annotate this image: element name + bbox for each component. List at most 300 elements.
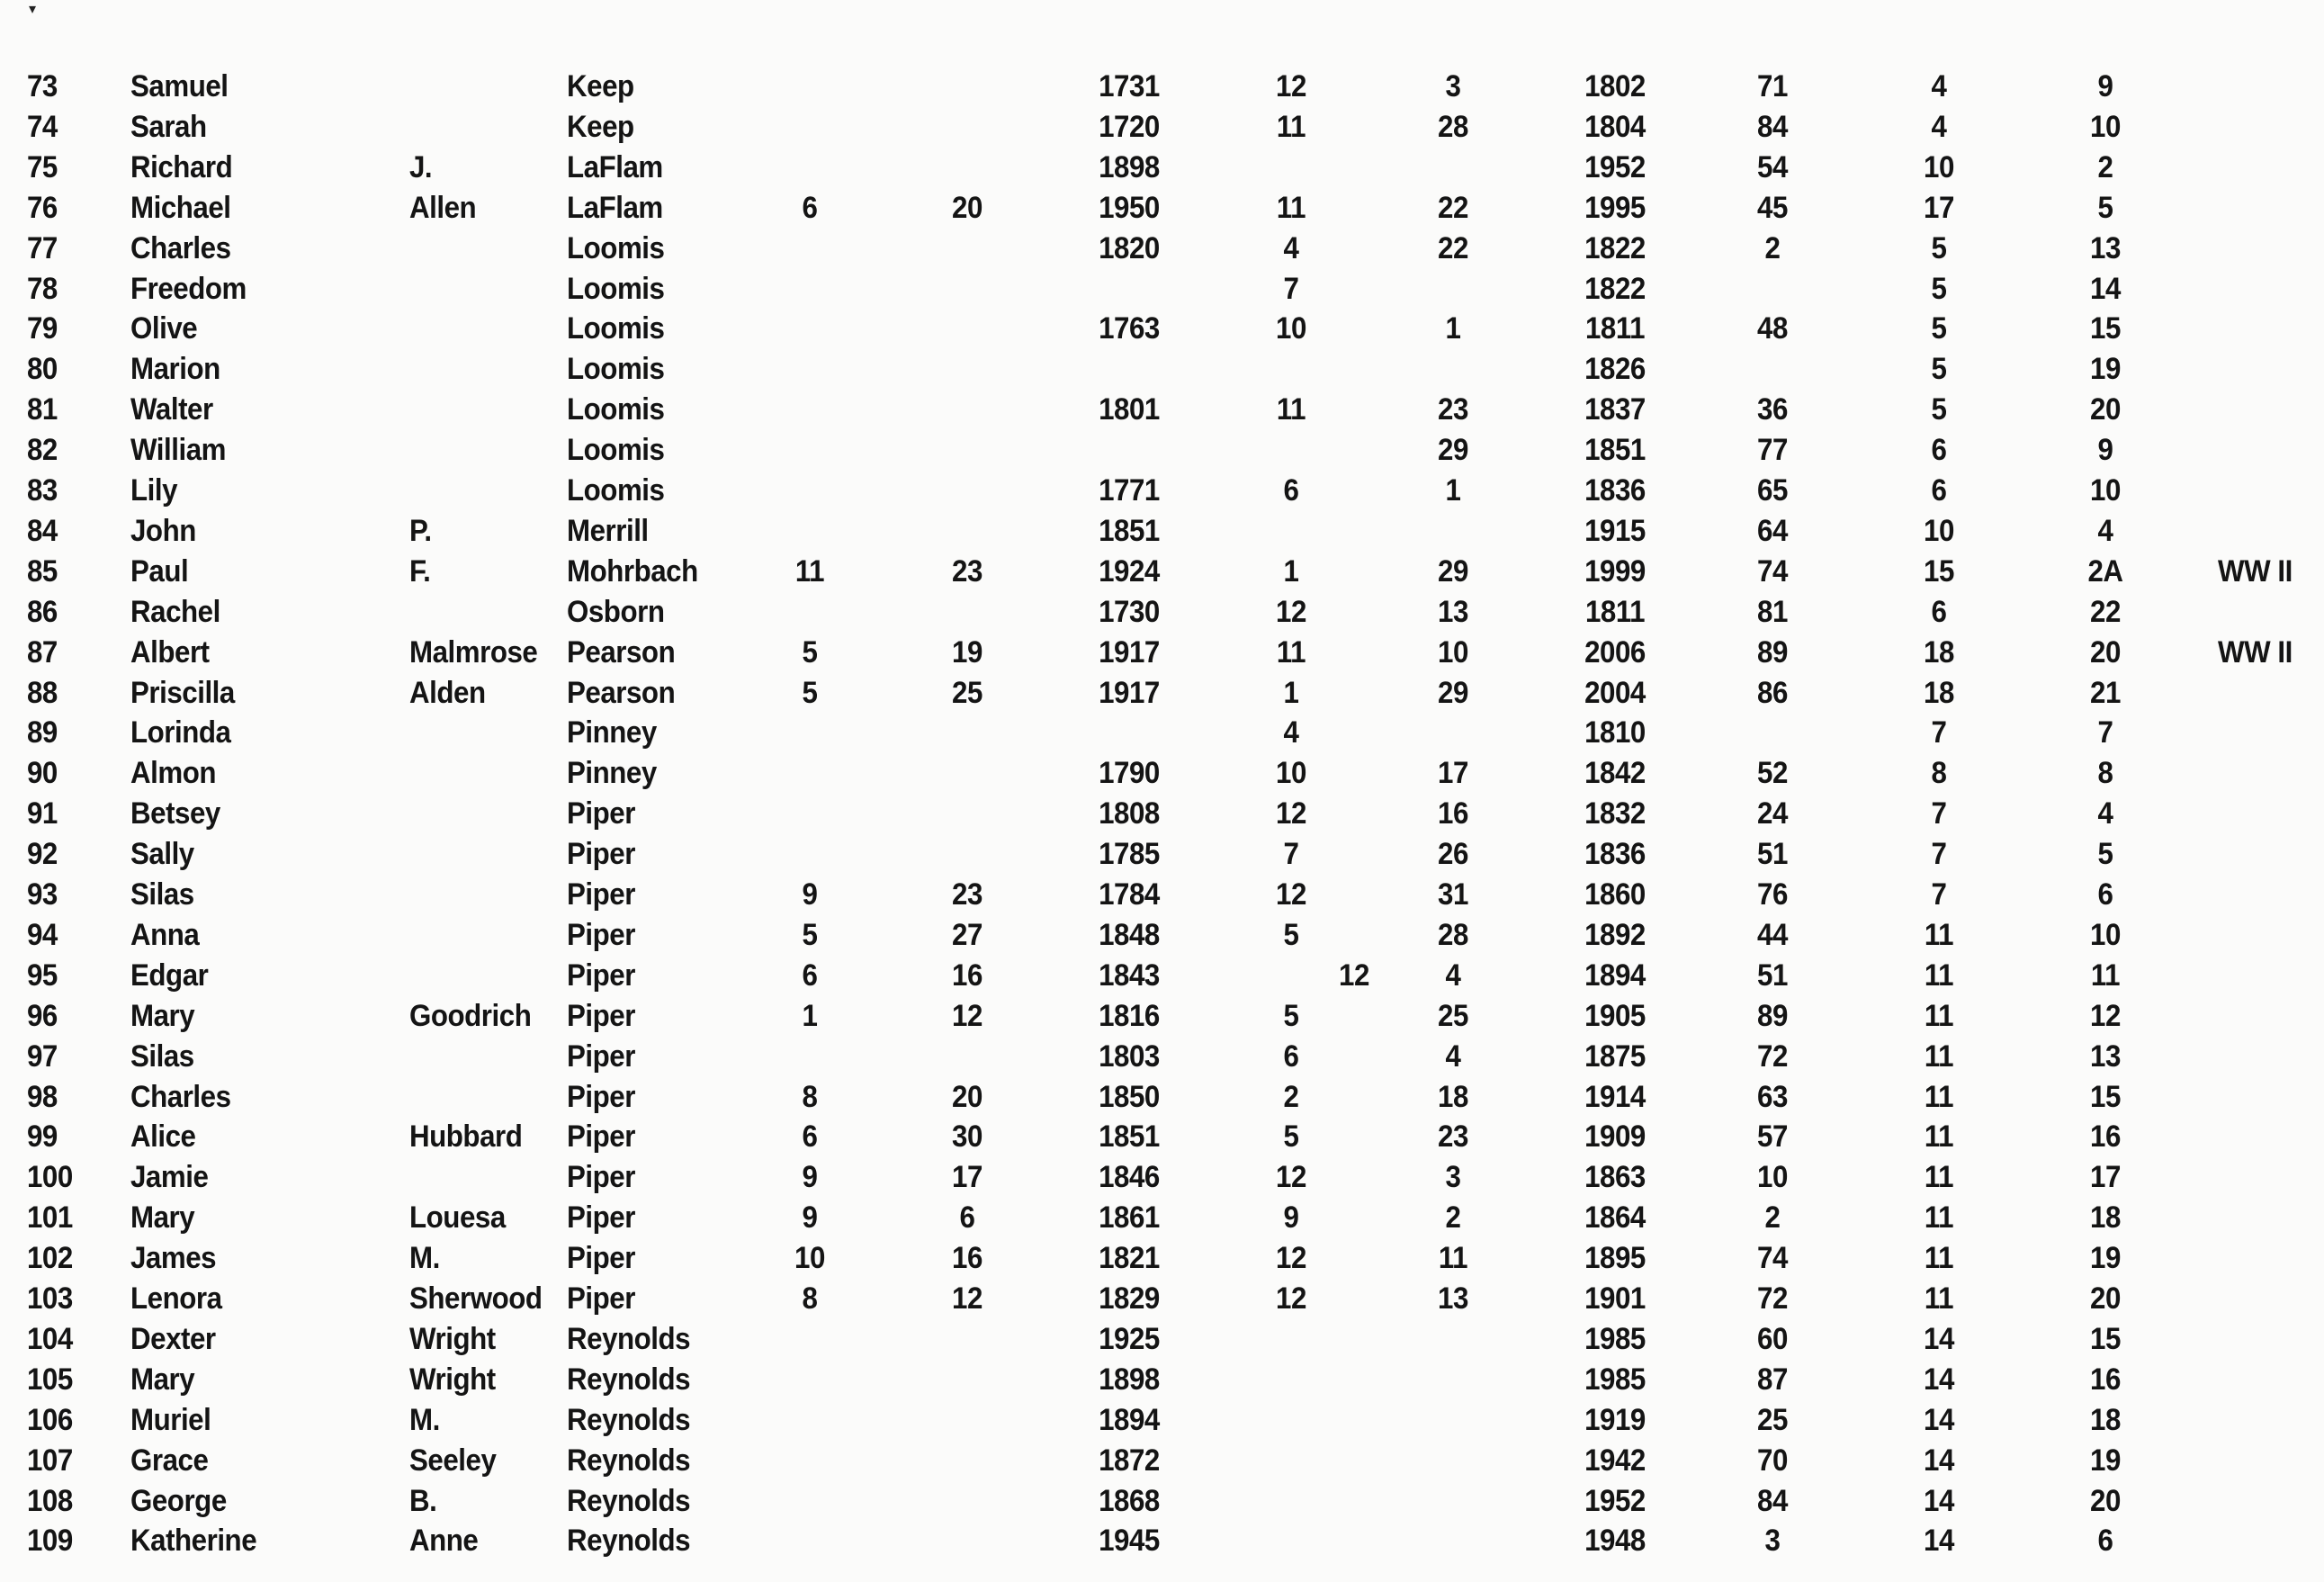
last-name-cell: Reynolds bbox=[567, 1362, 691, 1397]
lot-cell: 18 bbox=[2090, 1200, 2121, 1236]
birth-year-cell: 1720 bbox=[1099, 109, 1160, 144]
last-name-cell: Pinney bbox=[567, 756, 657, 791]
table-row bbox=[0, 67, 2324, 106]
lot-cell: 20 bbox=[2090, 1281, 2121, 1316]
section-cell: 14 bbox=[1924, 1443, 1954, 1478]
last-name-cell: LaFlam bbox=[567, 149, 663, 184]
table-row bbox=[0, 1400, 2324, 1440]
age-cell: 72 bbox=[1757, 1038, 1788, 1074]
age-cell: 63 bbox=[1757, 1079, 1788, 1114]
lot-cell: 6 bbox=[2097, 1524, 2113, 1559]
last-name-cell: Loomis bbox=[567, 352, 665, 387]
last-name-cell: Loomis bbox=[567, 433, 665, 468]
last-name-cell: Piper bbox=[567, 1281, 635, 1316]
first-name-cell: Lenora bbox=[130, 1281, 222, 1316]
death-day-cell: 28 bbox=[1438, 917, 1468, 952]
lot-cell: 2 bbox=[2097, 149, 2113, 184]
last-name-cell: Pearson bbox=[567, 675, 676, 710]
first-name-cell: Paul bbox=[130, 553, 189, 589]
table-row bbox=[0, 996, 2324, 1036]
first-name-cell: Priscilla bbox=[130, 675, 235, 710]
death-month-cell: 6 bbox=[1283, 1038, 1299, 1074]
middle-name-cell: B. bbox=[409, 1483, 437, 1518]
record-number-cell: 89 bbox=[27, 715, 58, 751]
death-day-cell: 22 bbox=[1438, 230, 1468, 265]
death-year-cell: 1864 bbox=[1584, 1200, 1646, 1236]
record-number-cell: 97 bbox=[27, 1038, 58, 1074]
table-row bbox=[0, 1238, 2324, 1278]
age-cell: 45 bbox=[1757, 190, 1788, 225]
death-year-cell: 1999 bbox=[1584, 553, 1646, 589]
section-cell: 11 bbox=[1924, 1160, 1954, 1195]
table-row bbox=[0, 794, 2324, 833]
last-name-cell: Mohrbach bbox=[567, 553, 698, 589]
birth-year-cell: 1861 bbox=[1099, 1200, 1160, 1236]
death-month-cell: 11 bbox=[1276, 634, 1306, 670]
birth-year-cell: 1829 bbox=[1099, 1281, 1160, 1316]
death-year-cell: 1837 bbox=[1584, 392, 1646, 427]
death-day-cell: 17 bbox=[1438, 756, 1468, 791]
birth-year-cell: 1843 bbox=[1099, 957, 1160, 993]
section-cell: 11 bbox=[1924, 1038, 1954, 1074]
section-cell: 18 bbox=[1924, 675, 1954, 710]
death-day-cell: 23 bbox=[1438, 1119, 1468, 1155]
section-cell: 11 bbox=[1924, 1119, 1954, 1155]
first-name-cell: Olive bbox=[130, 311, 198, 346]
record-number-cell: 93 bbox=[27, 877, 58, 912]
birth-month-cell: 9 bbox=[802, 1160, 818, 1195]
record-number-cell: 74 bbox=[27, 109, 58, 144]
first-name-cell: Silas bbox=[130, 877, 194, 912]
record-number-cell: 103 bbox=[27, 1281, 73, 1316]
death-year-cell: 1810 bbox=[1584, 715, 1646, 751]
lot-cell: 14 bbox=[2090, 271, 2121, 306]
table-row bbox=[0, 309, 2324, 348]
death-day-cell: 1 bbox=[1445, 311, 1461, 346]
record-number-cell: 84 bbox=[27, 513, 58, 548]
first-name-cell: Charles bbox=[130, 230, 231, 265]
lot-cell: 9 bbox=[2097, 69, 2113, 103]
death-year-cell: 1919 bbox=[1584, 1402, 1646, 1437]
lot-cell: 2A bbox=[2087, 553, 2123, 589]
first-name-cell: Lily bbox=[130, 473, 178, 508]
lot-cell: 20 bbox=[2090, 392, 2121, 427]
birth-day-cell: 20 bbox=[952, 1079, 983, 1114]
lot-cell: 5 bbox=[2097, 190, 2113, 225]
last-name-cell: Loomis bbox=[567, 271, 665, 306]
first-name-cell: Michael bbox=[130, 190, 231, 225]
birth-day-cell: 12 bbox=[952, 1281, 983, 1316]
first-name-cell: Sally bbox=[130, 837, 194, 872]
section-cell: 14 bbox=[1924, 1321, 1954, 1356]
last-name-cell: Loomis bbox=[567, 392, 665, 427]
section-cell: 11 bbox=[1924, 917, 1954, 952]
age-cell: 25 bbox=[1757, 1402, 1788, 1437]
table-row bbox=[0, 713, 2324, 752]
death-day-cell: 1 bbox=[1445, 473, 1461, 508]
lot-cell: 15 bbox=[2090, 311, 2121, 346]
first-name-cell: Albert bbox=[130, 634, 210, 670]
age-cell: 77 bbox=[1757, 433, 1788, 468]
death-year-cell: 1842 bbox=[1584, 756, 1646, 791]
death-month-cell: 10 bbox=[1276, 756, 1306, 791]
lot-cell: 18 bbox=[2090, 1402, 2121, 1437]
death-year-cell: 1822 bbox=[1584, 230, 1646, 265]
record-number-cell: 78 bbox=[27, 271, 58, 306]
section-cell: 8 bbox=[1931, 756, 1947, 791]
death-month-cell: 12 bbox=[1276, 594, 1306, 629]
table-row bbox=[0, 1157, 2324, 1197]
middle-name-cell: F. bbox=[409, 553, 431, 589]
first-name-cell: Freedom bbox=[130, 271, 247, 306]
death-month-cell: 12 bbox=[1339, 957, 1369, 993]
age-cell: 84 bbox=[1757, 109, 1788, 144]
record-number-cell: 75 bbox=[27, 149, 58, 184]
age-cell: 64 bbox=[1757, 513, 1788, 548]
death-day-cell: 10 bbox=[1438, 634, 1468, 670]
death-year-cell: 1836 bbox=[1584, 473, 1646, 508]
last-name-cell: Piper bbox=[567, 796, 635, 831]
death-year-cell: 2006 bbox=[1584, 634, 1646, 670]
middle-name-cell: Wright bbox=[409, 1321, 496, 1356]
lot-cell: 16 bbox=[2090, 1362, 2121, 1397]
record-number-cell: 95 bbox=[27, 957, 58, 993]
last-name-cell: Osborn bbox=[567, 594, 665, 629]
last-name-cell: Piper bbox=[567, 1241, 635, 1276]
table-row bbox=[0, 349, 2324, 389]
age-cell: 86 bbox=[1757, 675, 1788, 710]
last-name-cell: Piper bbox=[567, 917, 635, 952]
table-row bbox=[0, 148, 2324, 187]
age-cell: 51 bbox=[1757, 837, 1788, 872]
middle-name-cell: Hubbard bbox=[409, 1119, 523, 1155]
middle-name-cell: P. bbox=[409, 513, 432, 548]
lot-cell: 19 bbox=[2090, 1241, 2121, 1276]
death-day-cell: 4 bbox=[1445, 957, 1461, 993]
lot-cell: 6 bbox=[2097, 877, 2113, 912]
death-month-cell: 11 bbox=[1276, 109, 1306, 144]
birth-month-cell: 11 bbox=[794, 553, 825, 589]
table-row bbox=[0, 915, 2324, 955]
record-number-cell: 90 bbox=[27, 756, 58, 791]
birth-month-cell: 8 bbox=[802, 1281, 818, 1316]
record-number-cell: 108 bbox=[27, 1483, 73, 1518]
death-day-cell: 31 bbox=[1438, 877, 1468, 912]
lot-cell: 10 bbox=[2090, 917, 2121, 952]
last-name-cell: Loomis bbox=[567, 473, 665, 508]
birth-year-cell: 1851 bbox=[1099, 513, 1160, 548]
death-month-cell: 5 bbox=[1283, 917, 1299, 952]
table-row bbox=[0, 430, 2324, 470]
table-row bbox=[0, 1521, 2324, 1560]
birth-year-cell: 1851 bbox=[1099, 1119, 1160, 1155]
record-number-cell: 85 bbox=[27, 553, 58, 589]
first-name-cell: Lorinda bbox=[130, 715, 231, 751]
section-cell: 11 bbox=[1924, 1241, 1954, 1276]
lot-cell: 20 bbox=[2090, 634, 2121, 670]
record-number-cell: 76 bbox=[27, 190, 58, 225]
age-cell: 87 bbox=[1757, 1362, 1788, 1397]
first-name-cell: Rachel bbox=[130, 594, 220, 629]
middle-name-cell: Wright bbox=[409, 1362, 496, 1397]
death-day-cell: 23 bbox=[1438, 392, 1468, 427]
age-cell: 71 bbox=[1757, 69, 1788, 103]
death-month-cell: 12 bbox=[1276, 877, 1306, 912]
age-cell: 74 bbox=[1757, 553, 1788, 589]
section-cell: 11 bbox=[1924, 1281, 1954, 1316]
lot-cell: 8 bbox=[2097, 756, 2113, 791]
birth-month-cell: 10 bbox=[794, 1241, 825, 1276]
note-cell: WW II bbox=[2218, 634, 2293, 670]
table-row bbox=[0, 188, 2324, 228]
birth-month-cell: 6 bbox=[802, 190, 818, 225]
birth-year-cell: 1950 bbox=[1099, 190, 1160, 225]
first-name-cell: Richard bbox=[130, 149, 233, 184]
death-year-cell: 1914 bbox=[1584, 1079, 1646, 1114]
note-cell: WW II bbox=[2218, 553, 2293, 589]
first-name-cell: John bbox=[130, 513, 196, 548]
lot-cell: 5 bbox=[2097, 837, 2113, 872]
section-cell: 5 bbox=[1931, 230, 1947, 265]
birth-year-cell: 1803 bbox=[1099, 1038, 1160, 1074]
age-cell: 48 bbox=[1757, 311, 1788, 346]
last-name-cell: Pinney bbox=[567, 715, 657, 751]
death-day-cell: 11 bbox=[1438, 1241, 1468, 1276]
birth-year-cell: 1848 bbox=[1099, 917, 1160, 952]
birth-year-cell: 1917 bbox=[1099, 634, 1160, 670]
record-number-cell: 82 bbox=[27, 433, 58, 468]
lot-cell: 10 bbox=[2090, 473, 2121, 508]
table-row bbox=[0, 107, 2324, 147]
lot-cell: 12 bbox=[2090, 998, 2121, 1033]
section-cell: 7 bbox=[1931, 837, 1947, 872]
scan-mark: ▾ bbox=[29, 2, 37, 17]
table-row bbox=[0, 1360, 2324, 1399]
death-day-cell: 4 bbox=[1445, 1038, 1461, 1074]
age-cell: 76 bbox=[1757, 877, 1788, 912]
section-cell: 14 bbox=[1924, 1362, 1954, 1397]
death-year-cell: 2004 bbox=[1584, 675, 1646, 710]
death-month-cell: 9 bbox=[1283, 1200, 1299, 1236]
death-day-cell: 18 bbox=[1438, 1079, 1468, 1114]
death-year-cell: 1909 bbox=[1584, 1119, 1646, 1155]
record-number-cell: 80 bbox=[27, 352, 58, 387]
death-month-cell: 12 bbox=[1276, 1160, 1306, 1195]
table-row bbox=[0, 875, 2324, 914]
death-year-cell: 1851 bbox=[1584, 433, 1646, 468]
section-cell: 10 bbox=[1924, 513, 1954, 548]
record-number-cell: 87 bbox=[27, 634, 58, 670]
death-year-cell: 1894 bbox=[1584, 957, 1646, 993]
middle-name-cell: Louesa bbox=[409, 1200, 506, 1236]
death-year-cell: 1804 bbox=[1584, 109, 1646, 144]
death-year-cell: 1985 bbox=[1584, 1321, 1646, 1356]
table-row bbox=[0, 471, 2324, 510]
death-day-cell: 29 bbox=[1438, 553, 1468, 589]
record-number-cell: 107 bbox=[27, 1443, 73, 1478]
middle-name-cell: Malmrose bbox=[409, 634, 538, 670]
first-name-cell: Sarah bbox=[130, 109, 207, 144]
table-row bbox=[0, 1481, 2324, 1521]
death-month-cell: 12 bbox=[1276, 69, 1306, 103]
record-number-cell: 88 bbox=[27, 675, 58, 710]
last-name-cell: Reynolds bbox=[567, 1402, 691, 1437]
record-number-cell: 94 bbox=[27, 917, 58, 952]
age-cell: 54 bbox=[1757, 149, 1788, 184]
death-day-cell: 25 bbox=[1438, 998, 1468, 1033]
last-name-cell: Keep bbox=[567, 109, 634, 144]
lot-cell: 20 bbox=[2090, 1483, 2121, 1518]
record-number-cell: 101 bbox=[27, 1200, 73, 1236]
table-row bbox=[0, 1198, 2324, 1237]
first-name-cell: Edgar bbox=[130, 957, 209, 993]
first-name-cell: Muriel bbox=[130, 1402, 211, 1437]
birth-day-cell: 30 bbox=[952, 1119, 983, 1155]
death-month-cell: 7 bbox=[1283, 271, 1299, 306]
birth-month-cell: 1 bbox=[802, 998, 818, 1033]
section-cell: 4 bbox=[1931, 69, 1947, 103]
record-number-cell: 86 bbox=[27, 594, 58, 629]
birth-year-cell: 1917 bbox=[1099, 675, 1160, 710]
middle-name-cell: Anne bbox=[409, 1524, 479, 1559]
birth-month-cell: 5 bbox=[802, 917, 818, 952]
age-cell: 3 bbox=[1764, 1524, 1781, 1559]
first-name-cell: Silas bbox=[130, 1038, 194, 1074]
birth-year-cell: 1898 bbox=[1099, 149, 1160, 184]
record-number-cell: 105 bbox=[27, 1362, 73, 1397]
section-cell: 5 bbox=[1931, 392, 1947, 427]
first-name-cell: Grace bbox=[130, 1443, 209, 1478]
death-month-cell: 1 bbox=[1283, 675, 1299, 710]
table-row bbox=[0, 1077, 2324, 1117]
death-year-cell: 1995 bbox=[1584, 190, 1646, 225]
table-row bbox=[0, 1319, 2324, 1359]
birth-day-cell: 20 bbox=[952, 190, 983, 225]
birth-year-cell: 1872 bbox=[1099, 1443, 1160, 1478]
section-cell: 7 bbox=[1931, 796, 1947, 831]
birth-day-cell: 17 bbox=[952, 1160, 983, 1195]
age-cell: 24 bbox=[1757, 796, 1788, 831]
lot-cell: 11 bbox=[2090, 957, 2121, 993]
death-day-cell: 29 bbox=[1438, 675, 1468, 710]
death-day-cell: 13 bbox=[1438, 594, 1468, 629]
table-row bbox=[0, 1279, 2324, 1318]
birth-day-cell: 16 bbox=[952, 957, 983, 993]
table-row bbox=[0, 592, 2324, 632]
last-name-cell: Reynolds bbox=[567, 1443, 691, 1478]
middle-name-cell: Alden bbox=[409, 675, 486, 710]
first-name-cell: Alice bbox=[130, 1119, 196, 1155]
lot-cell: 9 bbox=[2097, 433, 2113, 468]
table-row bbox=[0, 1441, 2324, 1480]
section-cell: 14 bbox=[1924, 1483, 1954, 1518]
lot-cell: 10 bbox=[2090, 109, 2121, 144]
first-name-cell: Jamie bbox=[130, 1160, 209, 1195]
section-cell: 5 bbox=[1931, 311, 1947, 346]
table-row bbox=[0, 633, 2324, 672]
birth-year-cell: 1771 bbox=[1099, 473, 1160, 508]
death-year-cell: 1915 bbox=[1584, 513, 1646, 548]
table-row bbox=[0, 511, 2324, 551]
death-month-cell: 12 bbox=[1276, 1241, 1306, 1276]
first-name-cell: William bbox=[130, 433, 227, 468]
birth-month-cell: 6 bbox=[802, 957, 818, 993]
section-cell: 11 bbox=[1924, 957, 1954, 993]
section-cell: 11 bbox=[1924, 1079, 1954, 1114]
death-day-cell: 22 bbox=[1438, 190, 1468, 225]
birth-month-cell: 8 bbox=[802, 1079, 818, 1114]
death-month-cell: 1 bbox=[1283, 553, 1299, 589]
record-number-cell: 100 bbox=[27, 1160, 73, 1195]
section-cell: 17 bbox=[1924, 190, 1954, 225]
first-name-cell: Betsey bbox=[130, 796, 220, 831]
first-name-cell: Dexter bbox=[130, 1321, 216, 1356]
record-number-cell: 79 bbox=[27, 311, 58, 346]
death-year-cell: 1811 bbox=[1584, 594, 1646, 629]
section-cell: 7 bbox=[1931, 877, 1947, 912]
last-name-cell: Keep bbox=[567, 69, 634, 103]
last-name-cell: Pearson bbox=[567, 634, 676, 670]
lot-cell: 4 bbox=[2097, 796, 2113, 831]
first-name-cell: George bbox=[130, 1483, 227, 1518]
age-cell: 65 bbox=[1757, 473, 1788, 508]
lot-cell: 13 bbox=[2090, 1038, 2121, 1074]
birth-year-cell: 1846 bbox=[1099, 1160, 1160, 1195]
death-year-cell: 1860 bbox=[1584, 877, 1646, 912]
record-number-cell: 106 bbox=[27, 1402, 73, 1437]
age-cell: 2 bbox=[1764, 1200, 1781, 1236]
record-number-cell: 83 bbox=[27, 473, 58, 508]
first-name-cell: Katherine bbox=[130, 1524, 257, 1559]
death-month-cell: 4 bbox=[1283, 715, 1299, 751]
first-name-cell: Almon bbox=[130, 756, 217, 791]
death-day-cell: 3 bbox=[1445, 69, 1461, 103]
first-name-cell: Walter bbox=[130, 392, 213, 427]
birth-year-cell: 1816 bbox=[1099, 998, 1160, 1033]
section-cell: 11 bbox=[1924, 1200, 1954, 1236]
middle-name-cell: Goodrich bbox=[409, 998, 532, 1033]
table-row bbox=[0, 1037, 2324, 1076]
birth-year-cell: 1898 bbox=[1099, 1362, 1160, 1397]
lot-cell: 21 bbox=[2090, 675, 2121, 710]
death-day-cell: 16 bbox=[1438, 796, 1468, 831]
record-number-cell: 102 bbox=[27, 1241, 73, 1276]
birth-day-cell: 23 bbox=[952, 877, 983, 912]
birth-year-cell: 1925 bbox=[1099, 1321, 1160, 1356]
record-number-cell: 109 bbox=[27, 1524, 73, 1559]
death-year-cell: 1948 bbox=[1584, 1524, 1646, 1559]
birth-day-cell: 6 bbox=[959, 1200, 975, 1236]
death-day-cell: 13 bbox=[1438, 1281, 1468, 1316]
last-name-cell: Merrill bbox=[567, 513, 649, 548]
death-month-cell: 4 bbox=[1283, 230, 1299, 265]
birth-year-cell: 1924 bbox=[1099, 553, 1160, 589]
age-cell: 10 bbox=[1757, 1160, 1788, 1195]
table-row bbox=[0, 269, 2324, 309]
last-name-cell: LaFlam bbox=[567, 190, 663, 225]
death-month-cell: 11 bbox=[1276, 392, 1306, 427]
record-number-cell: 92 bbox=[27, 837, 58, 872]
birth-year-cell: 1731 bbox=[1099, 69, 1160, 103]
age-cell: 70 bbox=[1757, 1443, 1788, 1478]
death-year-cell: 1905 bbox=[1584, 998, 1646, 1033]
birth-year-cell: 1763 bbox=[1099, 311, 1160, 346]
first-name-cell: Mary bbox=[130, 998, 195, 1033]
death-year-cell: 1901 bbox=[1584, 1281, 1646, 1316]
death-year-cell: 1863 bbox=[1584, 1160, 1646, 1195]
middle-name-cell: J. bbox=[409, 149, 433, 184]
section-cell: 6 bbox=[1931, 594, 1947, 629]
